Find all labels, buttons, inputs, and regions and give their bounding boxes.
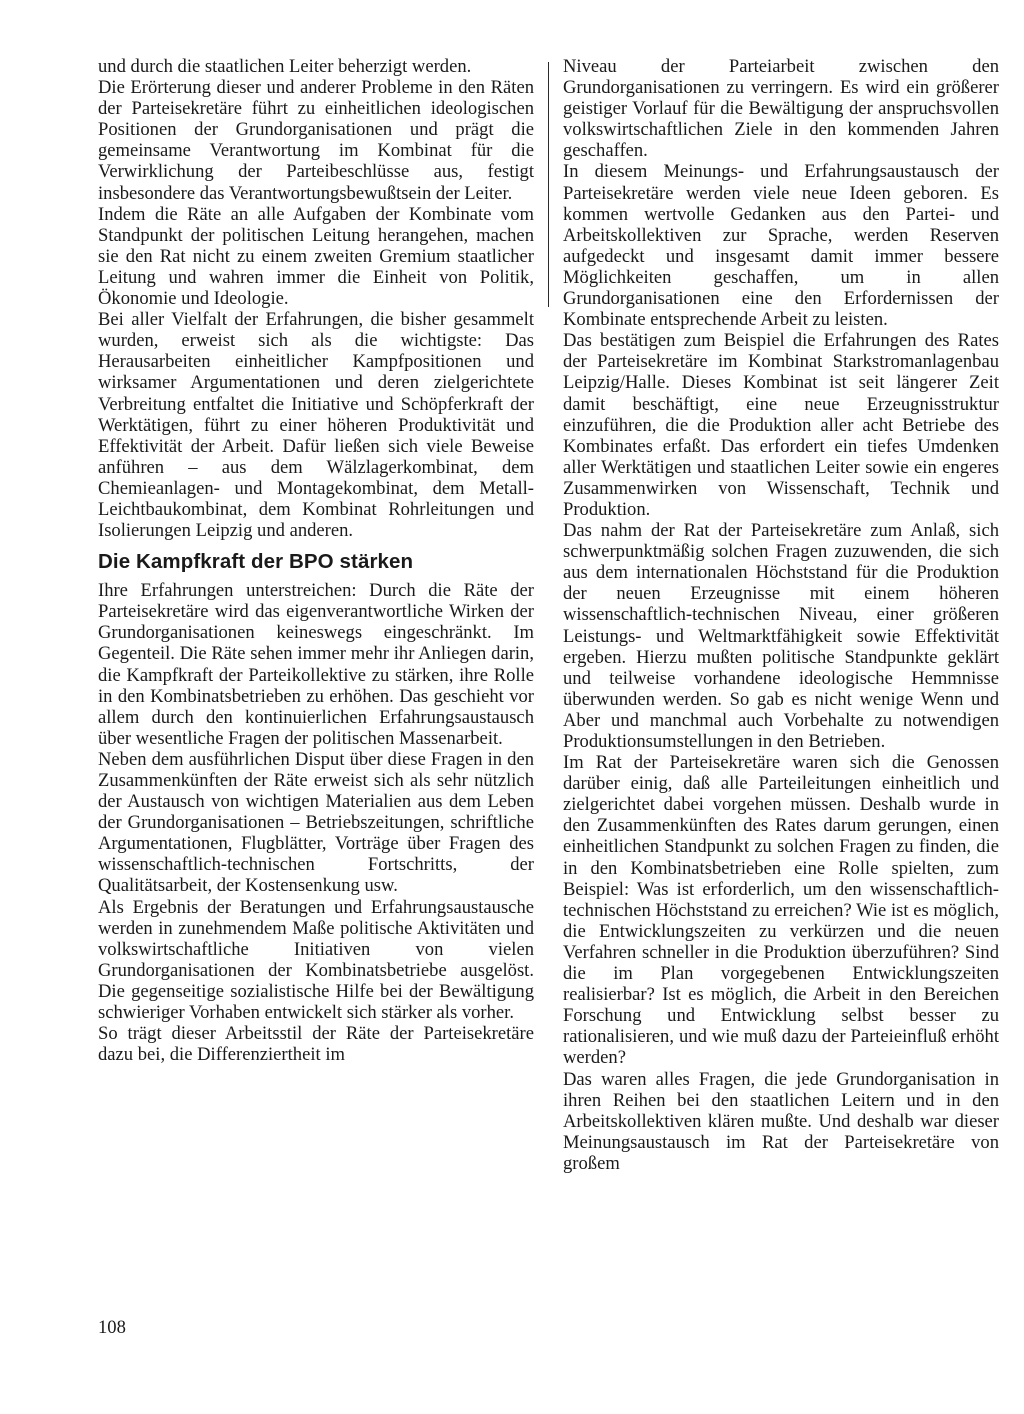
paragraph: Im Rat der Parteisekretäre waren sich die Genossen darüber einig, daß alle Parteileitungen einheitlich und zielgerichtet dabei vorgehen müssen. Deshalb wurde in den Zusammenkünften des Rates darum gerungen, einen einheitlichen Standpunkt zu solchen Fragen zu finden, die in den Kombinatsbetrieben eine Rolle spielten, zum Beispiel: Was ist erforderlich, um den wissenschaftlich-technischen Höchststand zu erreichen? Wie ist es möglich, die Entwicklungszeiten zu verkürzen und die neuen Verfahren schneller in die Produktion überzuführen? Sind die im Plan vorgegebenen Entwicklungszeiten realisierbar? Ist es möglich, die Arbeit in den Bereichen Forschung und Entwicklung selbst besser zu rationalisieren, und wie muß dazu der Parteieinfluß erhöht werden? bbox=[563, 752, 999, 1069]
right-column bbox=[563, 56, 999, 1174]
paragraph: Das bestätigen zum Beispiel die Erfahrungen des Rates der Parteisekretäre im Kombinat Starkstromanlagenbau Leipzig/Halle. Dieses Kombinat ist seit längerer Zeit damit beschäftigt, eine neue Erzeugnisstruktur einzuführen, die die Produktion aller acht Betriebe des Kombinates erfaßt. Das erfordert ein tiefes Umdenken aller Werktätigen und staatlichen Leiter sowie ein engeres Zusammenwirken von Wissenschaft, Technik und Produktion. bbox=[563, 330, 999, 520]
column-divider bbox=[548, 62, 549, 307]
page-number: 108 bbox=[98, 1317, 126, 1338]
paragraph: Neben dem ausführlichen Disput über diese Fragen in den Zusammenkünften der Räte erweist sich als sehr nützlich der Austausch von wichtigen Materialien aus dem Leben der Grundorganisationen – Betriebszeitungen, schriftliche Argumentationen, Flugblätter, Vorträge über Fragen des wissenschaftlich-technischen Fortschritts, der Qualitätsarbeit, der Kostensenkung usw. bbox=[98, 748, 534, 897]
paragraph: Bei aller Vielfalt der Erfahrungen, die bisher gesammelt wurden, erweist sich als die wichtigste: Das Herausarbeiten einheitlicher Kampfpositionen und wirksamer Argumentationen und deren zielgerichtete Verbreitung entfaltet die Initiative und Schöpferkraft der Werktätigen, führt zu einer höheren Produktivität und Effektivität der Arbeit. Dafür ließen sich viele Beweise anführen – aus dem Wälzlagerkombinat, dem Chemieanlagen- und Montagekombinat, dem Metall-Leichtbaukombinat, dem Kombinat Rohrleitungen und Isolierungen Leipzig und anderen. bbox=[98, 309, 534, 542]
paragraph: und durch die staatlichen Leiter beherzigt werden. bbox=[98, 56, 472, 77]
paragraph: Die Erörterung dieser und anderer Probleme in den Räten der Parteisekretäre führt zu einheitlichen ideologischen Positionen der Grundorganisationen und prägt die gemeinsame Verantwortung im Kombinat für die Verwirklichung der Parteibeschlüsse aus, festigt insbesondere das Verantwortungsbewußtsein der Leiter. bbox=[98, 77, 534, 204]
section-heading: Die Kampfkraft der BPO stärken bbox=[98, 550, 414, 574]
paragraph: Indem die Räte an alle Aufgaben der Kombinate vom Standpunkt der politischen Leitung herangehen, machen sie den Rat nicht zu einem zweiten Gremium staatlicher Leitung und wahren immer die Einheit von Politik, Ökonomie und Ideologie. bbox=[98, 203, 534, 310]
paragraph: Niveau der Parteiarbeit zwischen den Grundorganisationen zu verringern. Es wird ein größerer geistiger Vorlauf für die Bewältigung der anspruchsvollen volkswirtschaftlichen Ziele in den kommenden Jahren geschaffen. bbox=[563, 56, 999, 162]
paragraph: Als Ergebnis der Beratungen und Erfahrungsaustausche werden in zunehmendem Maße politische Aktivitäten und volkswirtschaftliche Initiativen von vielen Grundorganisationen der Kombinatsbetriebe ausgelöst. Die gegenseitige sozialistische Hilfe bei der Bewältigung schwieriger Vorhaben entwickelt sich stärker als vorher. bbox=[98, 896, 534, 1024]
paragraph: Ihre Erfahrungen unterstreichen: Durch die Räte der Parteisekretäre wird das eigenverantwortliche Wirken der Grundorganisationen keineswegs eingeschränkt. Im Gegenteil. Die Räte sehen immer mehr ihr Anliegen darin, die Kampfkraft der Parteikollektive zu stärken, ihre Rolle in den Kombinatsbetrieben zu erhöhen. Das geschieht vor allem durch den kontinuierlichen Erfahrungsaustausch über wesentliche Fragen der politischen Massenarbeit. bbox=[98, 580, 534, 749]
paragraph: So trägt dieser Arbeitsstil der Räte der Parteisekretäre dazu bei, die Differenziertheit im bbox=[98, 1023, 534, 1066]
paragraph: Das nahm der Rat der Parteisekretäre zum Anlaß, sich schwerpunktmäßig solchen Fragen zuzuwenden, die sich aus dem internationalen Höchststand für die Produktion der neuen Erzeugnisse mit einem höheren wissenschaftlich-technischen Niveau, einer größeren Leistungs- und Weltmarktfähigkeit sowie Effektivität ergeben. Hierzu mußten politische Standpunkte geklärt und teilweise vorhandene ideologische Hemmnisse überwunden werden. So gab es nicht wenige Wenn und Aber und manchmal auch Vorbehalte zu notwendigen Produktionsumstellungen in den Betrieben. bbox=[563, 520, 999, 752]
paragraph: Das waren alles Fragen, die jede Grundorganisation in ihren Reihen bei den staatlichen Leitern und in den Arbeitskollektiven klären mußte. Und deshalb war dieser Meinungsaustausch im Rat der Parteisekretäre von großem bbox=[563, 1068, 999, 1174]
paragraph: In diesem Meinungs- und Erfahrungsaustausch der Parteisekretäre werden viele neue Ideen geboren. Es kommen wertvolle Gedanken aus den Partei- und Arbeitskollektiven zur Sprache, werden Reserven aufgedeckt und insgesamt damit immer bessere Möglichkeiten geschaffen, um in allen Grundorganisationen eine den Erfordernissen der Kombinate entsprechende Arbeit zu leisten. bbox=[563, 161, 999, 331]
left-column bbox=[98, 56, 534, 1065]
